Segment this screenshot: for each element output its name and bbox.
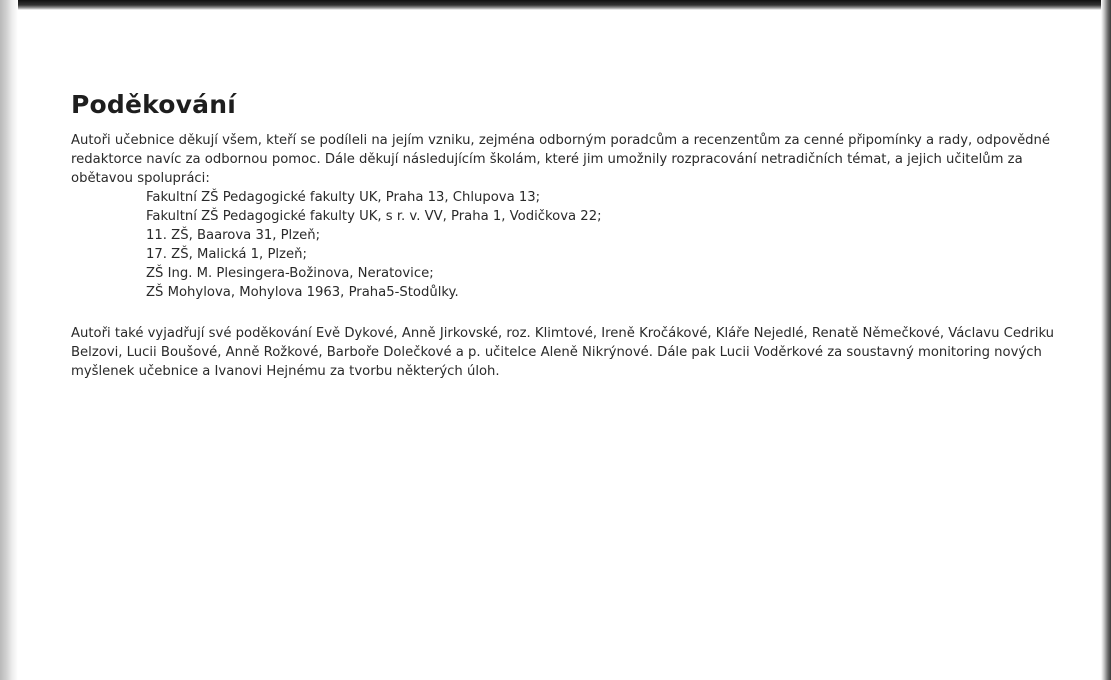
closing-paragraph: Autoři také vyjadřují své poděkování Evě Dykové, Anně Jirkovské, roz. Klimtové, Ireně Kročákové, Kláře Nejedlé, Renatě Němečkové, Václavu Cedriku Belzovi, Lucii Boušové, Anně Rožkové, Barboře Dolečkové a p. učitelce Aleně Nikrýnové. Dále pak Lucii Voděrkové za soustavný monitoring nových myšlenek učebnice a Ivanovi Hejnému za tvorbu některých úloh. <box>71 326 1055 379</box>
list-item: ZŠ Mohylova, Mohylova 1963, Praha5-Stodůlky. <box>146 285 459 300</box>
scan-left-edge <box>0 0 18 680</box>
list-item: Fakultní ZŠ Pedagogické fakulty UK, Praha 13, Chlupova 13; <box>146 190 541 205</box>
scan-right-edge <box>1101 0 1111 680</box>
acknowledgements-section <box>71 90 1061 381</box>
list-item: 17. ZŠ, Malická 1, Plzeň; <box>146 247 307 262</box>
list-item: 11. ZŠ, Baarova 31, Plzeň; <box>146 228 321 243</box>
page-title: Poděkování <box>71 90 237 119</box>
school-list <box>71 188 1061 302</box>
scan-top-edge <box>0 0 1111 10</box>
intro-paragraph: Autoři učebnice děkují všem, kteří se podíleli na jejím vzniku, zejména odborným poradcům a recenzentům za cenné připomínky a rady, odpovědné redaktorce navíc za odbornou pomoc. Dále děkují následujícím školám, které jim umožnily rozpracování netradičních témat, a jejich učitelům za obětavou spolupráci: <box>71 133 1051 186</box>
list-item: ZŠ Ing. M. Plesingera-Božinova, Neratovice; <box>146 266 434 281</box>
list-item: Fakultní ZŠ Pedagogické fakulty UK, s r. v. VV, Praha 1, Vodičkova 22; <box>146 209 602 224</box>
